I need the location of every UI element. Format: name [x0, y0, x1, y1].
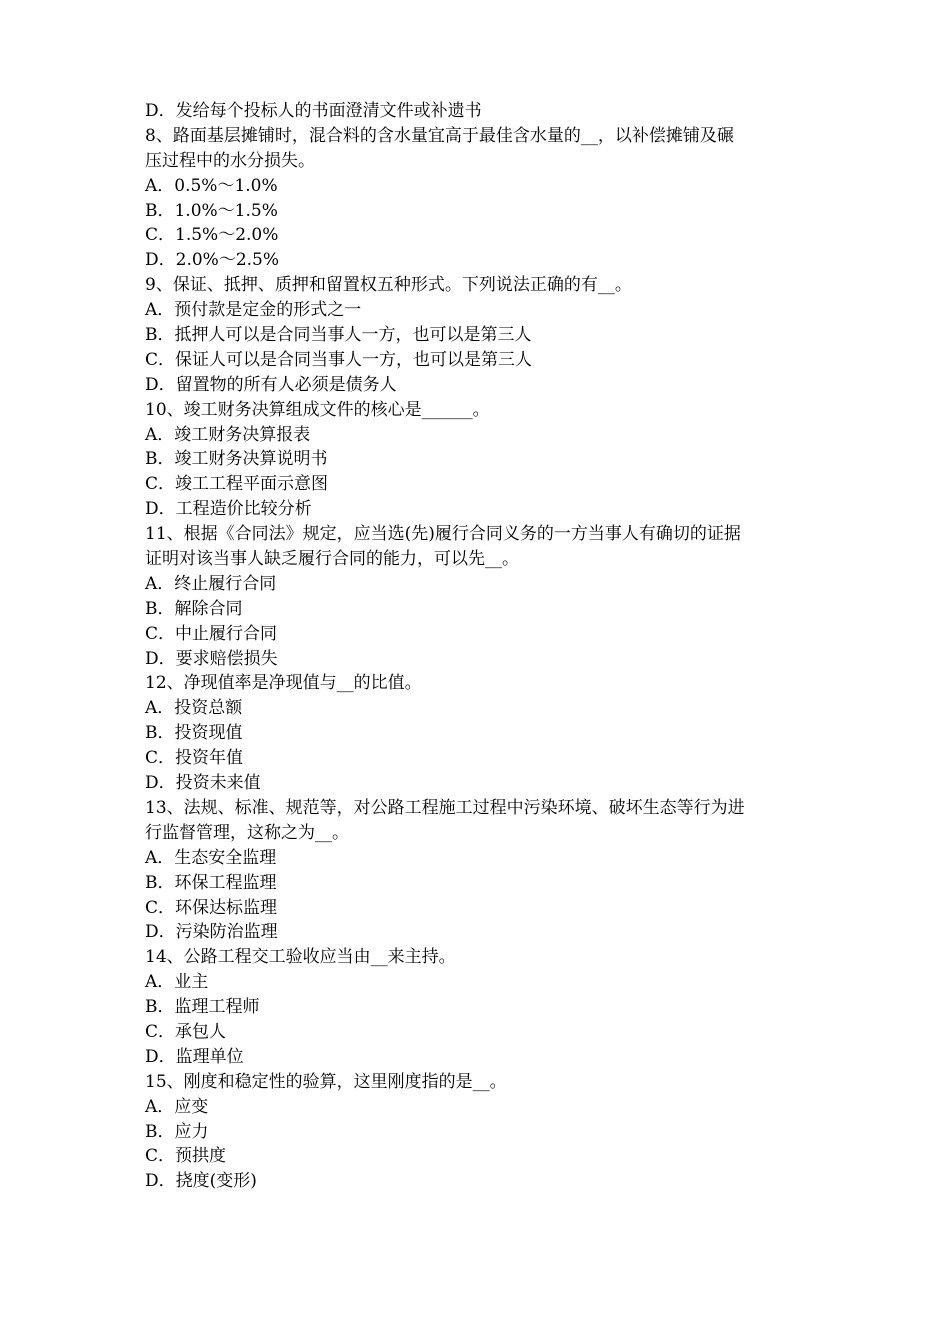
question-13-line-1: 13、法规、标准、规范等，对公路工程施工过程中污染环境、破坏生态等行为进 — [145, 797, 745, 818]
option-d: D．挠度(变形) — [145, 1171, 257, 1192]
question-12: 12、净现值率是净现值与__的比值。 — [145, 673, 422, 694]
option-d: D．监理单位 — [145, 1046, 244, 1067]
question-11-line-2: 证明对该当事人缺乏履行合同的能力，可以先__。 — [145, 549, 519, 570]
option-d: D．要求赔偿损失 — [145, 648, 278, 669]
option-b: B．应力 — [145, 1121, 209, 1142]
question-14: 14、公路工程交工验收应当由__来主持。 — [145, 947, 456, 968]
option-a: A．0.5%～1.0% — [145, 175, 278, 196]
option-c: C．保证人可以是合同当事人一方，也可以是第三人 — [145, 349, 533, 370]
option-a: A．业主 — [145, 972, 209, 993]
option-c: C．承包人 — [145, 1021, 227, 1042]
document-body — [145, 99, 825, 1194]
text-line: D．发给每个投标人的书面澄清文件或补遗书 — [145, 101, 482, 121]
option-b: B．抵押人可以是合同当事人一方，也可以是第三人 — [145, 325, 532, 346]
option-b: B．1.0%～1.5% — [145, 200, 278, 221]
question-8-line-1: 8、路面基层摊铺时，混合料的含水量宜高于最佳含水量的__，以补偿摊铺及碾 — [145, 125, 734, 146]
option-b: B．环保工程监理 — [145, 872, 277, 893]
option-c: C．1.5%～2.0% — [145, 225, 279, 246]
option-c: C．预拱度 — [145, 1146, 227, 1167]
option-d: D．留置物的所有人必须是债务人 — [145, 374, 397, 395]
question-15: 15、刚度和稳定性的验算，这里刚度指的是__。 — [145, 1071, 507, 1092]
question-10: 10、竣工财务决算组成文件的核心是______。 — [145, 399, 490, 420]
option-d: D．工程造价比较分析 — [145, 499, 312, 520]
option-c: C．竣工工程平面示意图 — [145, 474, 329, 495]
option-a: A．投资总额 — [145, 698, 243, 719]
option-a: A．预付款是定金的形式之一 — [145, 300, 362, 321]
question-13-line-2: 行监督管理，这称之为__。 — [145, 822, 349, 843]
option-a: A．生态安全监理 — [145, 847, 277, 868]
question-8-line-2: 压过程中的水分损失。 — [145, 150, 315, 171]
option-d: D．2.0%～2.5% — [145, 250, 280, 271]
option-b: B．竣工财务决算说明书 — [145, 449, 328, 470]
option-d: D．污染防治监理 — [145, 922, 278, 943]
option-c: C．投资年值 — [145, 748, 244, 769]
option-a: A．终止履行合同 — [145, 573, 277, 594]
option-d: D．投资未来值 — [145, 773, 261, 794]
option-b: B．解除合同 — [145, 598, 243, 619]
option-a: A．竣工财务决算报表 — [145, 424, 311, 445]
option-a: A．应变 — [145, 1096, 209, 1117]
question-9: 9、保证、抵押、质押和留置权五种形式。下列说法正确的有__。 — [145, 275, 632, 296]
option-b: B．投资现值 — [145, 723, 243, 744]
option-c: C．中止履行合同 — [145, 623, 278, 644]
option-b: B．监理工程师 — [145, 997, 260, 1018]
question-11-line-1: 11、根据《合同法》规定，应当选(先)履行合同义务的一方当事人有确切的证据 — [145, 524, 741, 545]
option-c: C．环保达标监理 — [145, 897, 278, 918]
